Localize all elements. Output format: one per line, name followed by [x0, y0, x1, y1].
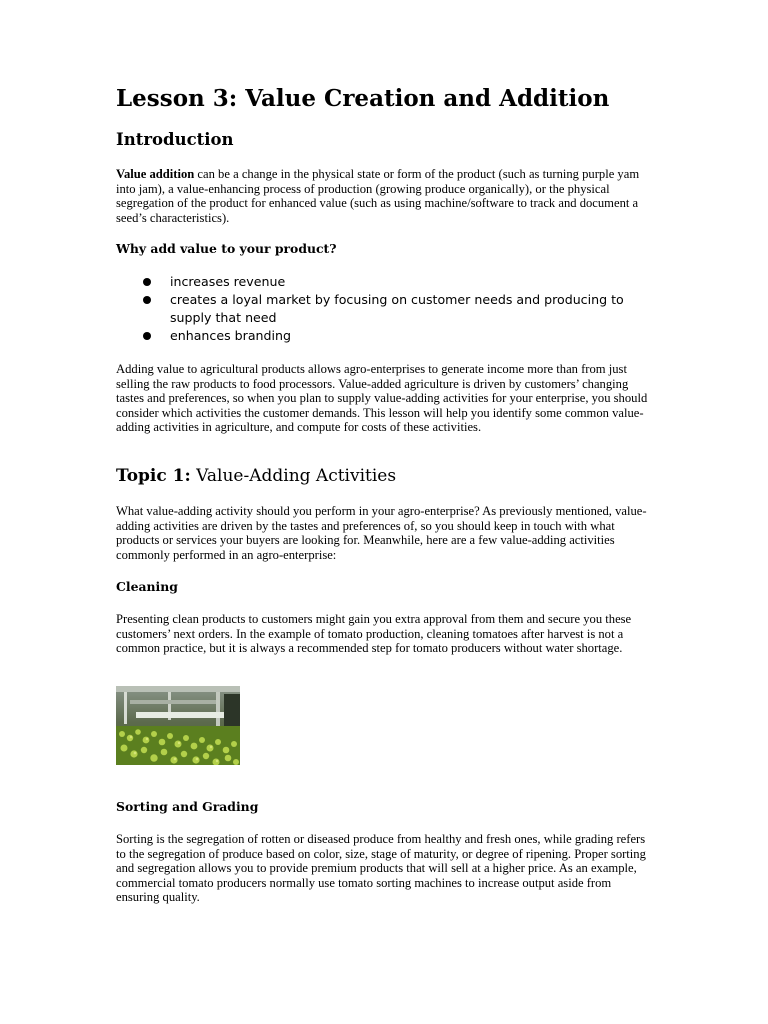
topic-1-intro-paragraph: What value-adding activity should you perform in your agro-enterprise? As previously mentioned, value-adding activities are driven by the tastes and preferences of, so you should keep in touch with what products or services your buyers are looking for. Meanwhile, here are a few value-adding activities commonly performed in an agro-enterprise: [116, 504, 647, 562]
bullet-icon [143, 332, 151, 340]
value-addition-paragraph [116, 167, 656, 225]
benefits-list [116, 273, 656, 345]
sorting-grading-paragraph: Sorting is the segregation of rotten or diseased produce from healthy and fresh ones, while grading refers to the segregation of produce based on color, size, stage of maturity, or degree of ripening. Proper sorting and segregation allows you to provide premium products that will sell at a higher price. As an example, commercial tomato producers normally use tomato sorting machines to increase output aside from ensuring quality. [116, 832, 646, 905]
list-item: enhances branding [116, 327, 630, 345]
why-add-value-heading: Why add value to your product? [116, 241, 337, 256]
tomato-washing-photo [116, 686, 240, 765]
lesson-title: Lesson 3: Value Creation and Addition [116, 85, 610, 112]
adding-value-paragraph: Adding value to agricultural products allows agro-enterprises to generate income more than from just selling the raw products to food processors. Value-added agriculture is driven by customers’ changing tastes and preferences, so when you plan to supply value-adding activities for your enterprise, you should consider which activities the customer demands. This lesson will help you identify some common value-adding activities in agriculture, and compute for costs of these activities. [116, 362, 648, 435]
value-addition-term: Value addition [116, 167, 195, 181]
list-item: creates a loyal market by focusing on customer needs and producing to supply that need [116, 291, 630, 327]
value-addition-definition: can be a change in the physical state or form of the product (such as turning purple yam into jam), a value-enhancing process of production (growing produce organically), or the physical segregation of the product for enhanced value (such as using machine/software to track and document a seed’s characteristics). [116, 167, 640, 225]
cleaning-heading: Cleaning [116, 579, 178, 594]
list-item: increases revenue [116, 273, 630, 291]
topic-1-title: Value-Adding Activities [190, 466, 397, 486]
bullet-icon [143, 296, 151, 304]
bullet-icon [143, 278, 151, 286]
topic-1-heading [116, 465, 396, 487]
sorting-grading-heading: Sorting and Grading [116, 799, 259, 814]
introduction-heading: Introduction [116, 130, 234, 149]
cleaning-paragraph: Presenting clean products to customers might gain you extra approval from them and secure you these customers’ next orders. In the example of tomato production, cleaning tomatoes after harvest is not a common practice, but it is always a recommended step for tomato producers without water shortage. [116, 612, 632, 656]
topic-1-label: Topic 1: [116, 466, 191, 486]
